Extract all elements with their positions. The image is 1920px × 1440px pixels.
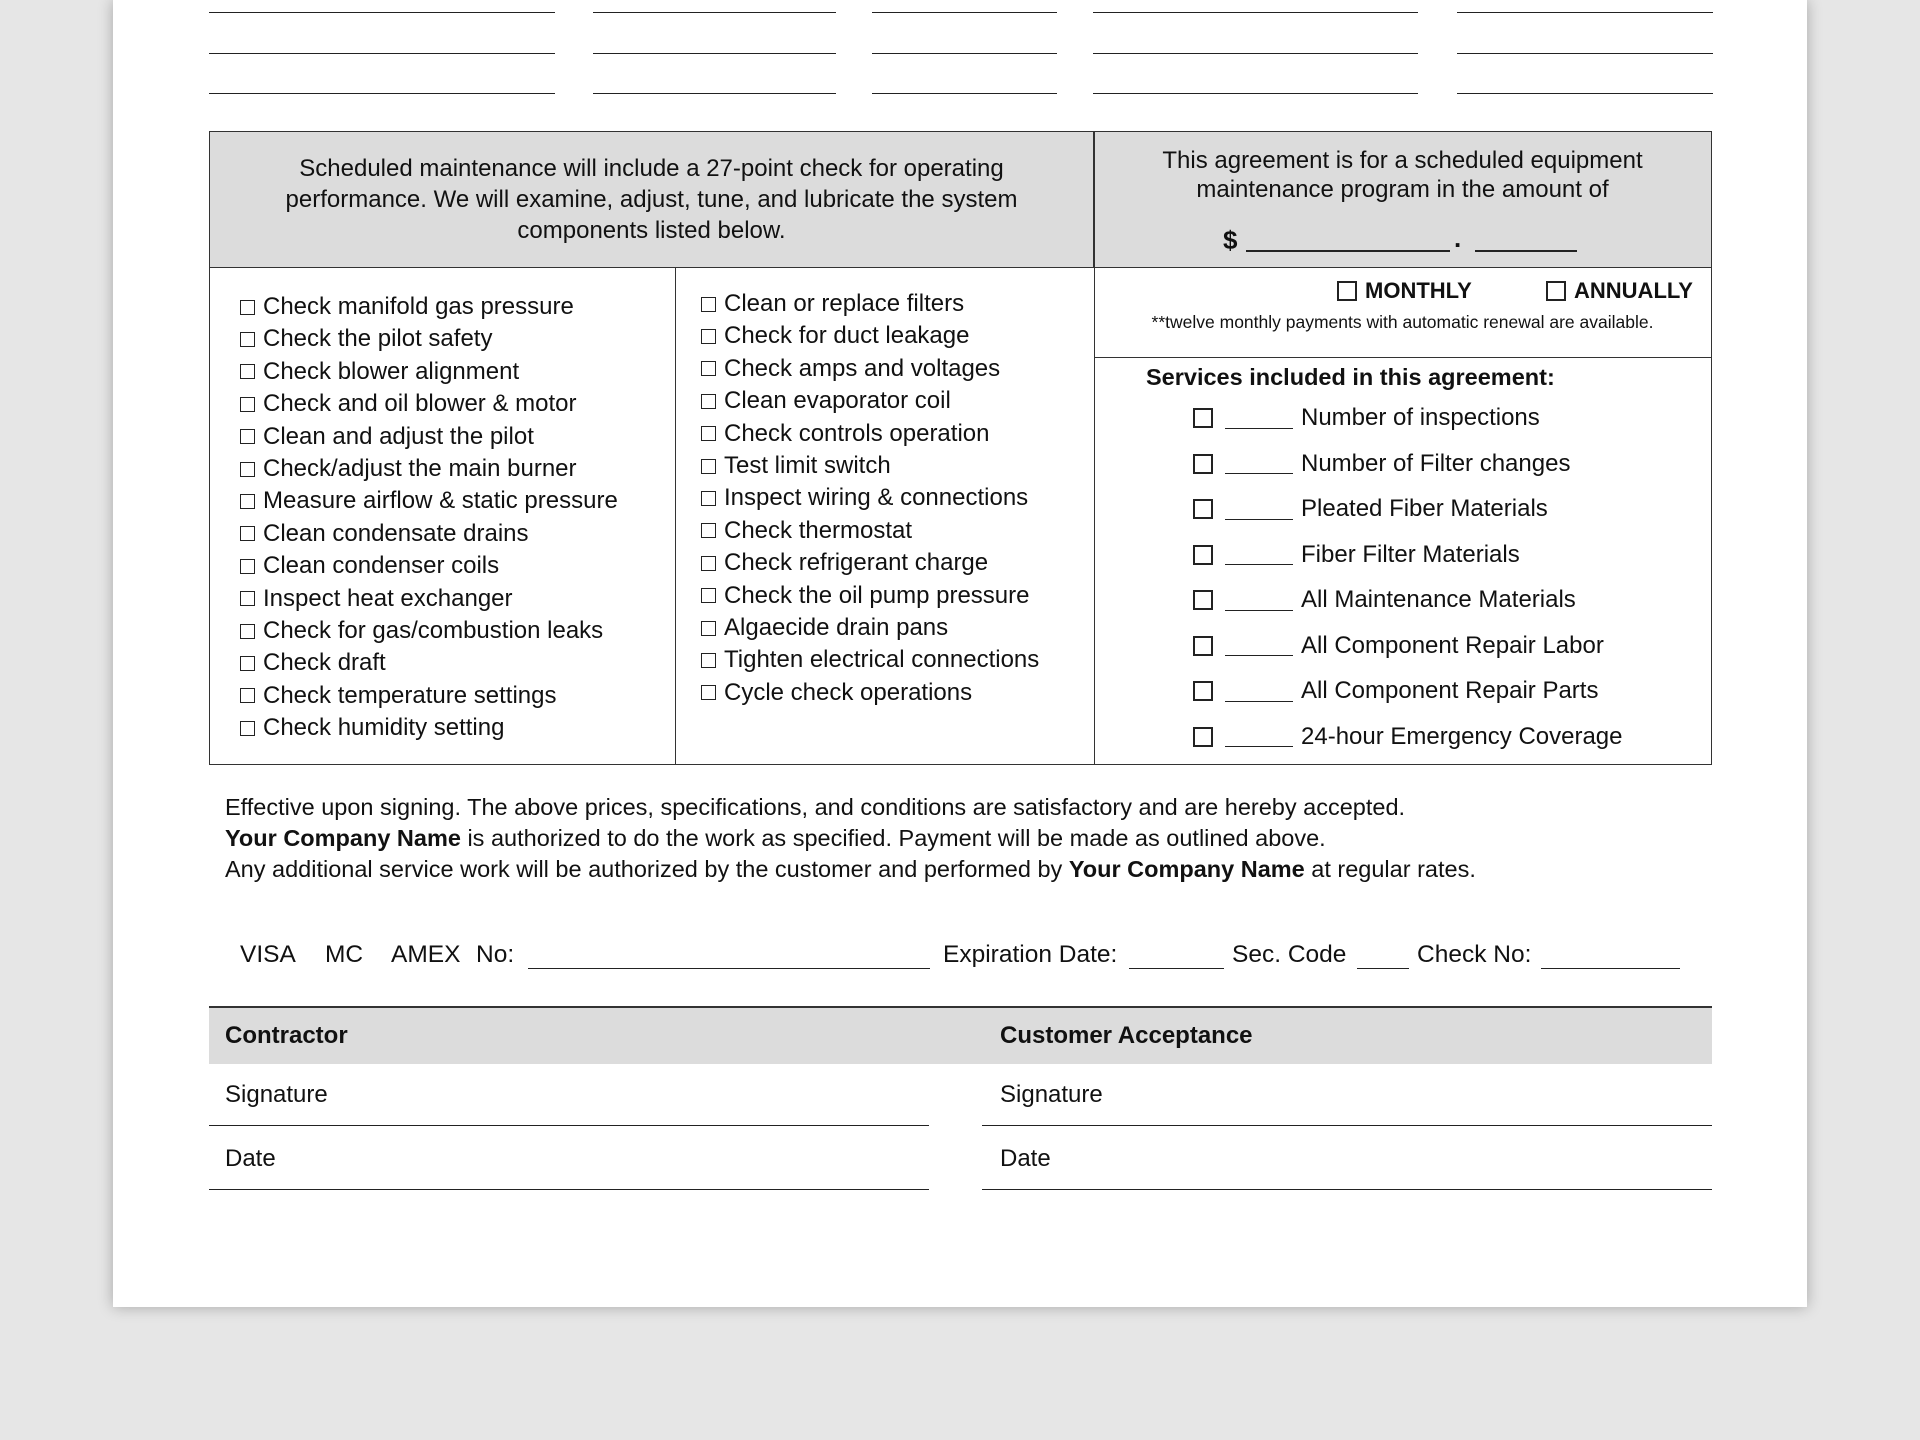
checkbox[interactable] bbox=[240, 494, 255, 509]
checklist-item[interactable] bbox=[240, 358, 519, 386]
decimal-point: . bbox=[1454, 223, 1462, 253]
amex-option[interactable]: AMEX bbox=[391, 941, 461, 968]
checklist-item[interactable] bbox=[701, 549, 988, 577]
checklist-item[interactable] bbox=[701, 614, 948, 642]
blank-fill-line[interactable] bbox=[1457, 93, 1713, 94]
checkbox[interactable] bbox=[240, 656, 255, 671]
checkbox[interactable] bbox=[240, 397, 255, 412]
service-row[interactable] bbox=[1193, 450, 1570, 478]
checkbox[interactable] bbox=[701, 588, 716, 603]
renewal-note: **twelve monthly payments with automatic renewal are available. bbox=[1151, 312, 1654, 332]
customer-heading: Customer Acceptance bbox=[1000, 1022, 1253, 1049]
service-label: All Maintenance Materials bbox=[1301, 586, 1576, 613]
dollar-sign: $ bbox=[1223, 225, 1238, 255]
expiration-label: Expiration Date: bbox=[943, 941, 1118, 968]
checkbox[interactable] bbox=[701, 394, 716, 409]
annually-label: ANNUALLY bbox=[1574, 278, 1693, 303]
services-title: Services included in this agreement: bbox=[1146, 364, 1555, 390]
checklist-item-label: Clean condensate drains bbox=[263, 519, 529, 547]
service-quantity-field[interactable] bbox=[1225, 590, 1293, 611]
checklist-item[interactable] bbox=[240, 617, 603, 645]
service-checkbox[interactable] bbox=[1193, 727, 1213, 747]
service-label: All Component Repair Parts bbox=[1301, 677, 1599, 704]
checkbox[interactable] bbox=[240, 332, 255, 347]
signature-header-band bbox=[209, 1006, 1712, 1064]
checkbox[interactable] bbox=[701, 523, 716, 538]
checklist-item-label: Check blower alignment bbox=[263, 357, 520, 385]
service-label: Number of inspections bbox=[1301, 404, 1540, 431]
check-no-label: Check No: bbox=[1417, 941, 1532, 968]
sec-code-field[interactable] bbox=[1357, 968, 1409, 969]
service-quantity-field[interactable] bbox=[1225, 635, 1293, 656]
customer-date-field[interactable] bbox=[982, 1189, 1712, 1190]
terms-line-1: Effective upon signing. The above prices, specifications, and conditions are satisfactory and are hereby accepted. bbox=[225, 794, 1406, 820]
service-row[interactable] bbox=[1193, 495, 1548, 523]
service-checkbox[interactable] bbox=[1193, 408, 1213, 428]
checkbox[interactable] bbox=[240, 462, 255, 477]
checklist-item[interactable] bbox=[701, 290, 964, 318]
blank-fill-line[interactable] bbox=[872, 12, 1057, 13]
service-quantity-field[interactable] bbox=[1225, 453, 1293, 474]
maintenance-table bbox=[209, 131, 1712, 765]
checklist-item-label: Clean or replace filters bbox=[724, 290, 965, 317]
checkbox[interactable] bbox=[701, 361, 716, 376]
monthly-checkbox[interactable] bbox=[1337, 281, 1357, 301]
blank-fill-line[interactable] bbox=[209, 12, 555, 13]
company-name: Your Company Name bbox=[225, 825, 461, 851]
checkbox[interactable] bbox=[701, 459, 716, 474]
checklist-item-label: Check refrigerant charge bbox=[724, 549, 989, 577]
checklist-item-label: Measure airflow & static pressure bbox=[263, 487, 618, 515]
blank-fill-line[interactable] bbox=[872, 53, 1057, 54]
checkbox[interactable] bbox=[701, 426, 716, 441]
checklist-item-label: Clean and adjust the pilot bbox=[263, 422, 534, 450]
service-row[interactable] bbox=[1193, 541, 1520, 569]
customer-signature-label: Signature bbox=[1000, 1081, 1103, 1108]
contractor-heading: Contractor bbox=[225, 1022, 348, 1049]
checkbox[interactable] bbox=[701, 556, 716, 571]
checklist-item[interactable] bbox=[240, 714, 504, 742]
card-number-field[interactable] bbox=[528, 968, 930, 969]
checklist-item[interactable] bbox=[701, 582, 1029, 610]
column-divider-2 bbox=[1094, 132, 1095, 764]
checklist-item-label: Check and oil blower & motor bbox=[263, 390, 577, 418]
intro-text: Scheduled maintenance will include a 27-point check for operating performance. We will examine, adjust, tune, and lubricate the system components listed below. bbox=[285, 155, 1018, 244]
checklist-item-label: Cycle check operations bbox=[724, 678, 973, 706]
annually-checkbox[interactable] bbox=[1546, 281, 1566, 301]
blank-fill-line[interactable] bbox=[1093, 93, 1418, 94]
terms-line-2 bbox=[225, 823, 1326, 854]
frequency-divider bbox=[1094, 357, 1711, 358]
service-row[interactable] bbox=[1193, 404, 1540, 432]
customer-date-label: Date bbox=[1000, 1145, 1051, 1172]
checklist-item-label: Check for duct leakage bbox=[724, 322, 970, 350]
service-label: Pleated Fiber Materials bbox=[1301, 495, 1548, 522]
service-row[interactable] bbox=[1193, 677, 1598, 705]
checkbox[interactable] bbox=[240, 721, 255, 736]
checkbox[interactable] bbox=[240, 364, 255, 379]
customer-signature-field[interactable] bbox=[982, 1125, 1712, 1126]
checklist-item[interactable] bbox=[240, 552, 499, 580]
checklist-item[interactable] bbox=[240, 325, 492, 353]
checklist-item[interactable] bbox=[240, 293, 574, 321]
checklist-item-label: Check the oil pump pressure bbox=[724, 581, 1030, 609]
checklist-item-label: Check for gas/combustion leaks bbox=[263, 617, 604, 644]
checkbox[interactable] bbox=[240, 559, 255, 574]
checklist-item[interactable] bbox=[240, 682, 556, 710]
checklist-item[interactable] bbox=[701, 387, 951, 415]
checklist-item[interactable] bbox=[701, 646, 1039, 674]
service-checkbox[interactable] bbox=[1193, 545, 1213, 565]
service-row[interactable] bbox=[1193, 632, 1604, 660]
checklist-item[interactable] bbox=[240, 649, 386, 677]
checklist-item[interactable] bbox=[240, 423, 534, 451]
checklist-item[interactable] bbox=[240, 520, 529, 548]
checklist-item-label: Check thermostat bbox=[724, 516, 913, 544]
agreement-cell bbox=[1094, 132, 1711, 268]
checklist-item-label: Clean evaporator coil bbox=[724, 387, 951, 415]
contractor-date-label: Date bbox=[225, 1145, 276, 1172]
checklist-item-label: Algaecide drain pans bbox=[724, 614, 949, 641]
service-label: All Component Repair Labor bbox=[1301, 631, 1604, 659]
intro-cell bbox=[210, 132, 1094, 268]
checkbox[interactable] bbox=[701, 653, 716, 668]
checkbox[interactable] bbox=[240, 688, 255, 703]
checklist-item[interactable] bbox=[701, 420, 989, 448]
checklist-item[interactable] bbox=[240, 585, 513, 613]
checkbox[interactable] bbox=[240, 624, 255, 639]
column-divider-1 bbox=[675, 268, 676, 764]
checkbox[interactable] bbox=[240, 526, 255, 541]
service-checkbox[interactable] bbox=[1193, 636, 1213, 656]
blank-fill-line[interactable] bbox=[1093, 53, 1418, 54]
checklist-item[interactable] bbox=[701, 452, 891, 480]
terms-line-2-text: is authorized to do the work as specified. Payment will be made as outlined above. bbox=[460, 825, 1326, 851]
checkbox[interactable] bbox=[701, 297, 716, 312]
terms-line-3 bbox=[225, 854, 1476, 885]
checkbox[interactable] bbox=[701, 329, 716, 344]
contractor-date-field[interactable] bbox=[209, 1189, 929, 1190]
checklist-item-label: Inspect wiring & connections bbox=[724, 484, 1029, 512]
visa-option[interactable]: VISA bbox=[240, 941, 296, 968]
card-number-label: No: bbox=[476, 941, 515, 968]
blank-fill-line[interactable] bbox=[1457, 53, 1713, 54]
blank-fill-line[interactable] bbox=[1093, 12, 1418, 13]
checklist-item[interactable] bbox=[240, 390, 576, 418]
service-checkbox[interactable] bbox=[1193, 590, 1213, 610]
service-label: 24-hour Emergency Coverage bbox=[1301, 722, 1623, 750]
service-checkbox[interactable] bbox=[1193, 454, 1213, 474]
monthly-option[interactable] bbox=[1337, 278, 1472, 304]
checklist-item[interactable] bbox=[240, 455, 577, 483]
monthly-label: MONTHLY bbox=[1365, 278, 1472, 303]
checklist-item-label: Tighten electrical connections bbox=[724, 646, 1040, 674]
checklist-item[interactable] bbox=[240, 487, 618, 515]
service-quantity-field[interactable] bbox=[1225, 726, 1293, 747]
checklist-item-label: Check controls operation bbox=[724, 419, 990, 447]
service-quantity-field[interactable] bbox=[1225, 408, 1293, 429]
expiration-field[interactable] bbox=[1129, 968, 1224, 969]
blank-fill-line[interactable] bbox=[593, 93, 836, 94]
checklist-item[interactable] bbox=[701, 322, 969, 350]
checklist-item-label: Clean condenser coils bbox=[263, 552, 500, 580]
service-label: Fiber Filter Materials bbox=[1301, 540, 1520, 568]
checklist-item-label: Check manifold gas pressure bbox=[263, 293, 574, 320]
service-checkbox[interactable] bbox=[1193, 499, 1213, 519]
contractor-signature-label: Signature bbox=[225, 1081, 328, 1108]
document-page bbox=[113, 0, 1807, 1307]
checklist-item-label: Check the pilot safety bbox=[263, 325, 493, 353]
terms-line-3-text: Any additional service work will be authorized by the customer and performed by bbox=[225, 856, 1069, 882]
blank-fill-line[interactable] bbox=[872, 93, 1057, 94]
amount-cents-field[interactable] bbox=[1475, 250, 1577, 252]
company-name: Your Company Name bbox=[1068, 856, 1305, 882]
agreement-line-1: This agreement is for a scheduled equipment bbox=[1162, 147, 1643, 174]
blank-fill-line[interactable] bbox=[209, 93, 555, 94]
service-quantity-field[interactable] bbox=[1225, 544, 1293, 565]
checklist-item-label: Check humidity setting bbox=[263, 714, 505, 742]
checkbox[interactable] bbox=[240, 300, 255, 315]
checklist-item[interactable] bbox=[701, 355, 1000, 383]
service-quantity-field[interactable] bbox=[1225, 681, 1293, 702]
check-no-field[interactable] bbox=[1541, 968, 1680, 969]
checkbox[interactable] bbox=[701, 685, 716, 700]
annually-option[interactable] bbox=[1546, 278, 1693, 304]
service-row[interactable] bbox=[1193, 586, 1576, 614]
checklist-item-label: Inspect heat exchanger bbox=[263, 584, 513, 612]
terms-line-3-end: at regular rates. bbox=[1304, 856, 1476, 882]
checkbox[interactable] bbox=[240, 429, 255, 444]
checklist-item-label: Check draft bbox=[263, 649, 386, 677]
checkbox[interactable] bbox=[240, 591, 255, 606]
blank-fill-line[interactable] bbox=[593, 12, 836, 13]
service-quantity-field[interactable] bbox=[1225, 499, 1293, 520]
service-checkbox[interactable] bbox=[1193, 681, 1213, 701]
sec-code-label: Sec. Code bbox=[1232, 941, 1347, 968]
agreement-line-2: maintenance program in the amount of bbox=[1196, 176, 1609, 203]
mc-option[interactable]: MC bbox=[325, 941, 364, 968]
blank-fill-line[interactable] bbox=[593, 53, 836, 54]
blank-fill-line[interactable] bbox=[209, 53, 555, 54]
checklist-item[interactable] bbox=[701, 517, 912, 545]
checklist-item-label: Test limit switch bbox=[724, 452, 891, 479]
blank-fill-line[interactable] bbox=[1457, 12, 1713, 13]
amount-dollars-field[interactable] bbox=[1246, 250, 1450, 252]
checklist-item[interactable] bbox=[701, 679, 972, 707]
checkbox[interactable] bbox=[701, 621, 716, 636]
checklist-item-label: Check amps and voltages bbox=[724, 354, 1001, 382]
contractor-signature-field[interactable] bbox=[209, 1125, 929, 1126]
checkbox[interactable] bbox=[701, 491, 716, 506]
checklist-item-label: Check temperature settings bbox=[263, 681, 557, 709]
checklist-item[interactable] bbox=[701, 484, 1028, 512]
checklist-item-label: Check/adjust the main burner bbox=[263, 455, 577, 482]
service-row[interactable] bbox=[1193, 723, 1623, 751]
service-label: Number of Filter changes bbox=[1301, 449, 1571, 477]
